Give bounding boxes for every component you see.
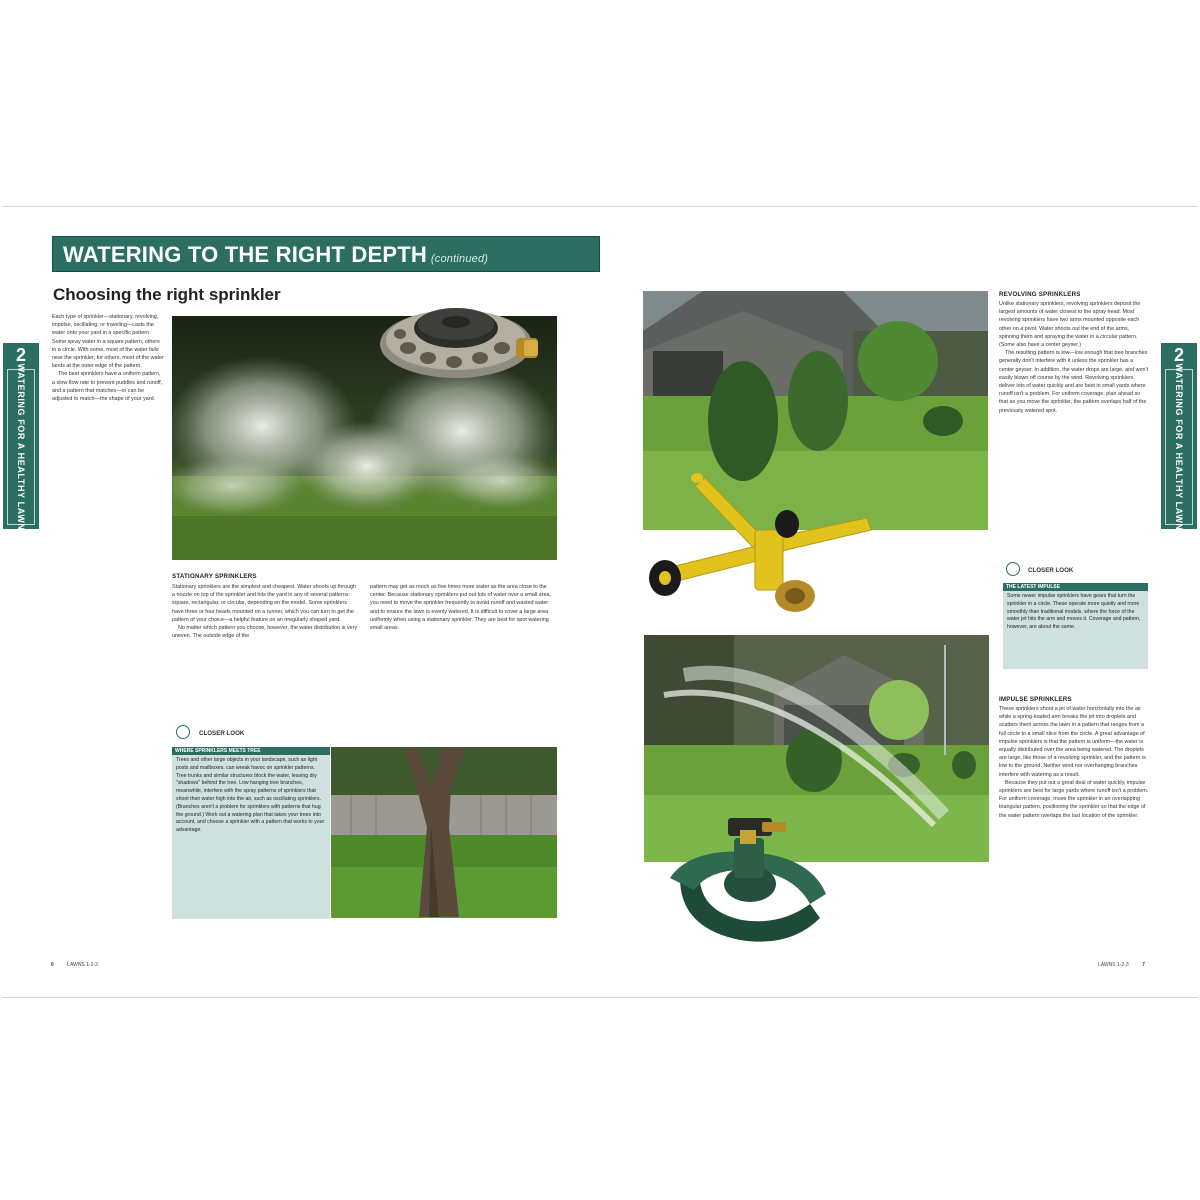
stationary-col1	[172, 583, 358, 640]
impulse-sprinkler-product	[670, 808, 830, 950]
chapter-label: WATERING FOR A HEALTHY LAWN	[16, 363, 26, 531]
chapter-tab-body	[1165, 363, 1193, 531]
footer-right	[1098, 962, 1145, 968]
magnifier-icon	[176, 725, 190, 739]
page-number: 7	[1142, 962, 1145, 968]
stationary-paragraph: Stationary sprinklers are the simplest and cheapest. Water shoots up through a nozzle on top of the sprinkler and hits the yard in any of several patterns: square, rectangular, or circular, depending on the model. Some sprinklers have three or four heads mounted on a runner, which you can turn to get the pattern of your choice—a helpful feature on an irregularly shaped yard.	[172, 584, 357, 623]
impulse-paragraph: Because they put out a great deal of water quickly, impulse sprinklers are best for large yards where runoff isn't a problem. For uniform coverage, move the sprinkler in an overlapping triangular pattern, positioning the sprinkler so that the edge of the water pattern overlaps the last location of the sprinkler.	[999, 779, 1149, 819]
page-title	[63, 242, 488, 268]
intro-paragraph: Each type of sprinkler—stationary, revolving, impulse, oscillating, or traveling—casts the water onto your yard in a specific pattern. Some spray water in a square pattern, others in a circle. With some, most of the water falls near the sprinkler; for others, most of the water lands at the outer edge of the pattern.	[52, 314, 164, 370]
revolving-heading: REVOLVING SPRINKLERS	[999, 291, 1081, 298]
page-number: 6	[51, 962, 54, 968]
closer-look-box-heading: THE LATEST IMPULSE	[1003, 583, 1148, 591]
closer-look-box	[1003, 583, 1148, 669]
continued-label: (continued)	[430, 253, 489, 265]
chapter-tab-body	[7, 363, 35, 531]
impulse-heading: IMPULSE SPRINKLERS	[999, 696, 1072, 703]
revolving-paragraph: Unlike stationary sprinklers, revolving sprinklers deposit the largest amounts of water closest to the spray head. Most revolving sprinklers have two arms mounted opposite each other on a pivot. Water shoots out the end of the arms, spinning them and spraying the water in a circular pattern. (Some also have a center geyser.)	[999, 301, 1141, 349]
chapter-number: 2	[1161, 343, 1197, 367]
revolving-text	[999, 300, 1149, 415]
closer-look-box-heading: WHERE SPRINKLERS MEETS TREE	[172, 747, 330, 755]
chapter-label: WATERING FOR A HEALTHY LAWN	[1174, 363, 1184, 531]
intro-text	[52, 313, 164, 403]
section-banner	[52, 236, 600, 272]
stationary-sprinkler-product	[378, 296, 543, 382]
stationary-col2: pattern may get as much as five times more water as the area close to the center. Because stationary sprinklers put out lots of water over a small area, you need to move the sprinkler frequently to avoid runoff and wasted water and to ensure the lawn is evenly watered. It is difficult to cover a large area uniformly when using a stationary sprinkler. They are best for spot watering small areas.	[370, 584, 551, 632]
impulse-text	[999, 705, 1149, 820]
chapter-number: 2	[3, 343, 39, 367]
page-title-text: WATERING TO THE RIGHT DEPTH	[63, 242, 427, 267]
revolving-sprinkler-product	[645, 470, 875, 620]
section-heading: Choosing the right sprinkler	[53, 285, 281, 304]
revolving-paragraph: The resulting pattern is low—low enough that tree branches generally don't interfere with it unless the sprinkler has a center geyser. In addition, the water drops are large, and won't easily blown off course by the wind. Revolving sprinklers deliver lots of water quickly and are best in small yards where runoff isn't a problem. For uniform coverage, plan ahead so that as you move the sprinkler, the pattern overlaps half of the previously watered spot.	[999, 350, 1149, 414]
closer-look-box-text: Trees and other large objects in your landscape, such as light posts and mailboxes, can wreak havoc on sprinkler patterns. Tree trunks and similar structures block the water, leaving dry "shadows" behind the tree. Low hanging tree branches, meanwhile, interfere with the spray patterns of sprinklers that shoot their water high into the air, such as oscillating sprinklers. (Branches aren't a problem for sprinklers with patterns that hug the ground.) Work out a watering plan that takes your trees into account, and choose a sprinkler with a pattern that works to your advantage.	[176, 757, 325, 834]
intro-paragraph: The best sprinklers have a uniform pattern, a slow flow rate to prevent puddles and runoff, and a pattern that matches—or can be adjusted to match—the shape of your yard.	[52, 371, 163, 403]
book-title: LAWNS 1-2-3	[67, 962, 98, 968]
chapter-tab-right	[1161, 343, 1197, 529]
book-title: LAWNS 1-2-3	[1098, 962, 1129, 968]
closer-look-label: CLOSER LOOK	[199, 730, 245, 737]
stationary-paragraph: No matter which pattern you choose, however, the water distribution is very uneven. The outside edge of the	[172, 625, 358, 640]
magnifier-icon	[1006, 562, 1020, 576]
tree-lawn-photo	[331, 747, 557, 918]
closer-look-box-text: Some newer impulse sprinklers have gears that turn the sprinkler in a circle. These operate more quietly and more smoothly than traditional models, where the force of the water jet hits the arm and moves it. Coverage and pattern, however, are about the same.	[1007, 593, 1141, 631]
closer-look-label: CLOSER LOOK	[1028, 567, 1074, 574]
closer-look-box	[172, 747, 330, 919]
chapter-tab-left	[3, 343, 39, 529]
impulse-paragraph: These sprinklers shoot a jet of water horizontally into the air while a spring-loaded arm breaks the jet into droplets and scatters them across the lawn in a pattern that ranges from a full circle to a small slice from the circle. A great advantage of impulse sprinklers is that the pattern is uniform—the water is equally distributed over the area being watered. The droplets are large, like those of a revolving sprinkler, and the pattern is low to the ground. Neither wind nor overhanging branches interfere with watering as a result.	[999, 706, 1146, 778]
footer-left	[51, 962, 98, 968]
stationary-heading: STATIONARY SPRINKLERS	[172, 573, 257, 580]
